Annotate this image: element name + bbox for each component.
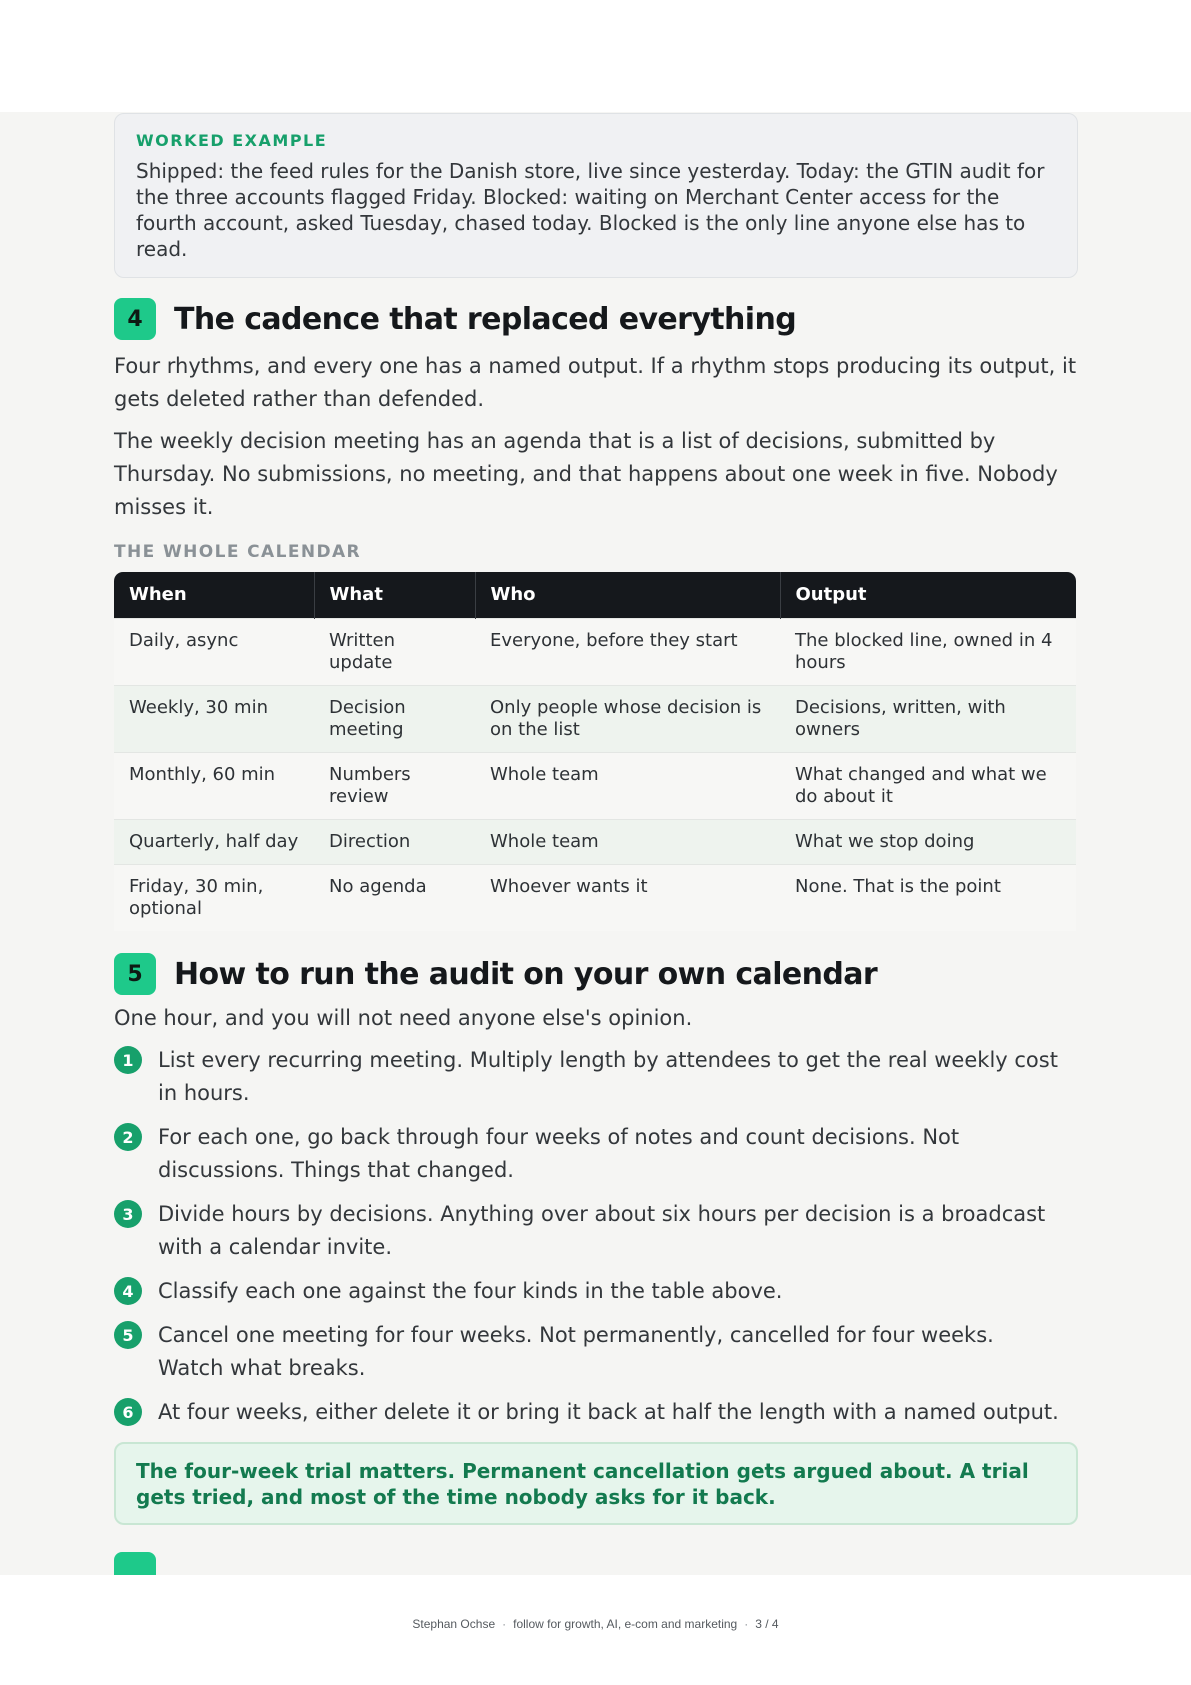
step-text: For each one, go back through four weeks of notes and count decisions. Not discussions. Things that changed.	[158, 1125, 960, 1182]
footer-tagline: follow for growth, AI, e-com and marketing	[513, 1617, 738, 1631]
paragraph: The weekly decision meeting has an agenda that is a list of decisions, submitted by Thursday. No submissions, no meeting, and that happens about one week in five. Nobody misses it.	[114, 429, 1058, 519]
table-cell: Weekly, 30 min	[114, 685, 314, 752]
list-item	[114, 1044, 1078, 1110]
list-item	[114, 1396, 1078, 1429]
callout-text: The four-week trial matters. Permanent cancellation gets argued about. A trial gets tried, and most of the time nobody asks for it back.	[136, 1459, 1029, 1509]
table-row	[114, 685, 1076, 752]
step-text: At four weeks, either delete it or bring it back at half the length with a named output.	[158, 1400, 1059, 1424]
worked-example-label: WORKED EXAMPLE	[136, 131, 328, 150]
table-cell: Daily, async	[114, 618, 314, 685]
table-cell: Only people whose decision is on the list	[475, 685, 780, 752]
table-header-row	[114, 572, 1076, 618]
section-title: The cadence that replaced everything	[174, 301, 797, 337]
calendar-table	[114, 572, 1076, 931]
table-row	[114, 618, 1076, 685]
footer-separator: ·	[502, 1617, 507, 1631]
footer-page-number: 3 / 4	[755, 1617, 779, 1631]
footer-author: Stephan Ochse	[412, 1617, 496, 1631]
section-title: How to run the audit on your own calendar	[174, 956, 878, 992]
table-cell: Decisions, written, with owners	[780, 685, 1076, 752]
table-cell: Monthly, 60 min	[114, 752, 314, 819]
list-item	[114, 1121, 1078, 1187]
list-item	[114, 1198, 1078, 1264]
section-4-heading	[114, 298, 1078, 340]
table-cell: Everyone, before they start	[475, 618, 780, 685]
section-5-heading	[114, 953, 1078, 995]
list-item	[114, 1319, 1078, 1385]
step-number-badge: 5	[114, 1321, 142, 1349]
table-row	[114, 864, 1076, 931]
column-header-who: Who	[475, 572, 780, 618]
column-header-when: When	[114, 572, 314, 618]
audit-steps-list	[114, 1044, 1078, 1429]
table-cell: Direction	[314, 819, 475, 864]
table-cell: Friday, 30 min, optional	[114, 864, 314, 931]
table-cell: What we stop doing	[780, 819, 1076, 864]
table-cell: No agenda	[314, 864, 475, 931]
table-cell: Numbers review	[314, 752, 475, 819]
table-cell: Whole team	[475, 819, 780, 864]
worked-example-text: Shipped: the feed rules for the Danish store, live since yesterday. Today: the GTIN audit for the three accounts flagged Friday. Blocked: waiting on Merchant Center access for the fourth account, asked Tuesday, chased today. Blocked is the only line anyone else has to read.	[136, 159, 1045, 261]
footer-separator: ·	[744, 1617, 749, 1631]
table-cell: The blocked line, owned in 4 hours	[780, 618, 1076, 685]
step-text: Cancel one meeting for four weeks. Not permanently, cancelled for four weeks. Watch what breaks.	[158, 1323, 994, 1380]
list-item	[114, 1275, 1078, 1308]
table-cell: None. That is the point	[780, 864, 1076, 931]
step-text: List every recurring meeting. Multiply length by attendees to get the real weekly cost in hours.	[158, 1048, 1058, 1105]
column-header-what: What	[314, 572, 475, 618]
column-header-output: Output	[780, 572, 1076, 618]
page-footer	[0, 1617, 1191, 1631]
step-number-badge: 6	[114, 1398, 142, 1426]
table-caption: THE WHOLE CALENDAR	[114, 542, 362, 562]
table-row	[114, 819, 1076, 864]
paragraph: Four rhythms, and every one has a named output. If a rhythm stops producing its output, it gets deleted rather than defended.	[114, 354, 1077, 411]
section-number-badge: 4	[114, 298, 156, 340]
callout-box	[114, 1442, 1078, 1525]
section-intro: One hour, and you will not need anyone else's opinion.	[114, 1006, 693, 1030]
next-section-badge	[114, 1552, 156, 1575]
worked-example-box	[114, 113, 1078, 278]
table-row	[114, 752, 1076, 819]
table-cell: What changed and what we do about it	[780, 752, 1076, 819]
page-content	[114, 112, 1078, 1525]
table-cell: Decision meeting	[314, 685, 475, 752]
section-number-badge: 5	[114, 953, 156, 995]
step-number-badge: 3	[114, 1200, 142, 1228]
step-number-badge: 1	[114, 1046, 142, 1074]
table-cell: Whole team	[475, 752, 780, 819]
step-text: Divide hours by decisions. Anything over about six hours per decision is a broadcast with a calendar invite.	[158, 1202, 1046, 1259]
step-number-badge: 2	[114, 1123, 142, 1151]
table-cell: Written update	[314, 618, 475, 685]
step-number-badge: 4	[114, 1277, 142, 1305]
step-text: Classify each one against the four kinds in the table above.	[158, 1279, 783, 1303]
table-cell: Whoever wants it	[475, 864, 780, 931]
table-cell: Quarterly, half day	[114, 819, 314, 864]
